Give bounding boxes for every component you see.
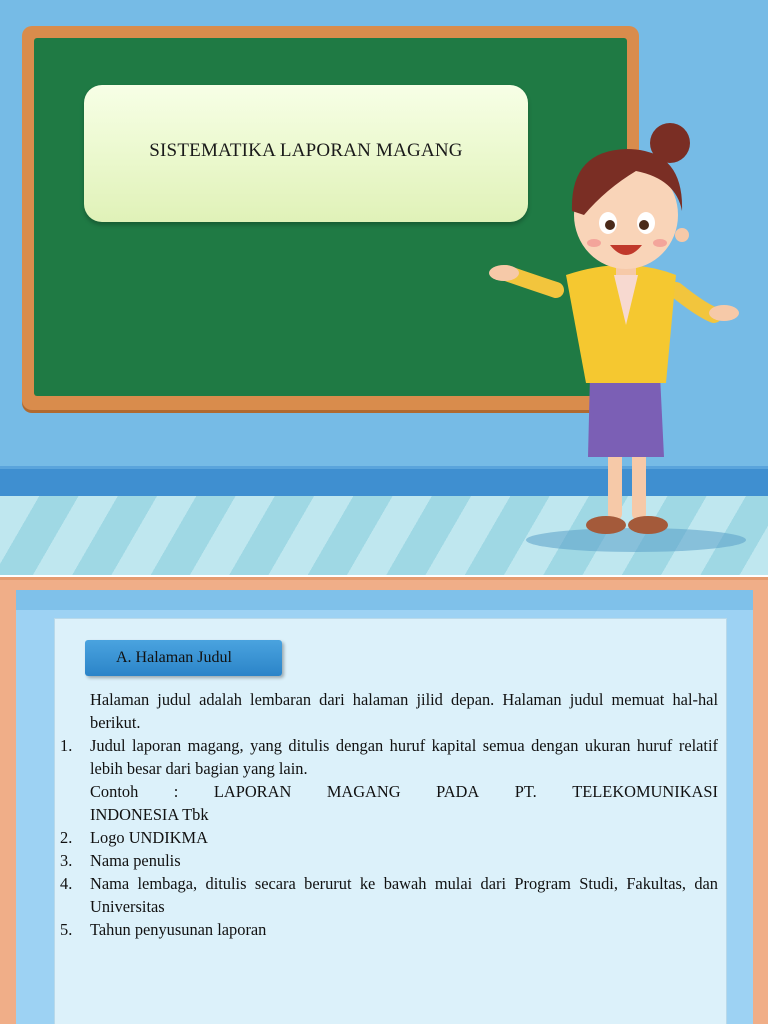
example-word: PADA xyxy=(436,782,480,801)
teacher-illustration xyxy=(486,115,756,565)
list-item xyxy=(60,918,718,941)
example-label: Contoh xyxy=(90,782,139,801)
list-text: Judul laporan magang, yang ditulis dengan huruf kapital semua dengan ukuran huruf relatif lebih besar dari bagian yang lain. xyxy=(90,736,718,778)
title-box xyxy=(84,85,528,222)
content-body xyxy=(60,688,718,941)
list-number: 5. xyxy=(60,920,73,939)
example-word: LAPORAN xyxy=(213,782,292,801)
example-line-1 xyxy=(90,780,718,803)
list-item xyxy=(60,872,718,918)
list-text: Nama lembaga, ditulis secara berurut ke bawah mulai dari Program Studi, Fakultas, dan Universitas xyxy=(90,874,718,916)
example-word: PT. xyxy=(514,782,537,801)
list-item xyxy=(60,849,718,872)
list-item xyxy=(60,826,718,849)
section-heading-label: A. Halaman Judul xyxy=(116,649,232,666)
list-number: 4. xyxy=(60,874,73,893)
slide-top-stripe xyxy=(16,590,753,610)
list-number: 2. xyxy=(60,828,73,847)
section-heading xyxy=(85,640,282,676)
list-text: Logo UNDIKMA xyxy=(90,828,208,847)
example-line-2: INDONESIA Tbk xyxy=(90,805,209,824)
list-item xyxy=(60,734,718,780)
list-number: 3. xyxy=(60,851,73,870)
example-colon: : xyxy=(173,782,179,801)
list-text: Tahun penyusunan laporan xyxy=(90,920,267,939)
list-number: 1. xyxy=(60,736,73,755)
example-word: MAGANG xyxy=(326,782,401,801)
slide-title-text: SISTEMATIKA LAPORAN MAGANG xyxy=(149,139,463,161)
example-word: TELEKOMUNIKASI xyxy=(572,782,718,801)
list-text: Nama penulis xyxy=(90,851,181,870)
example-block xyxy=(60,780,718,826)
intro-paragraph: Halaman judul adalah lembaran dari halaman jilid depan. Halaman judul memuat hal-hal berikut. xyxy=(90,690,718,732)
